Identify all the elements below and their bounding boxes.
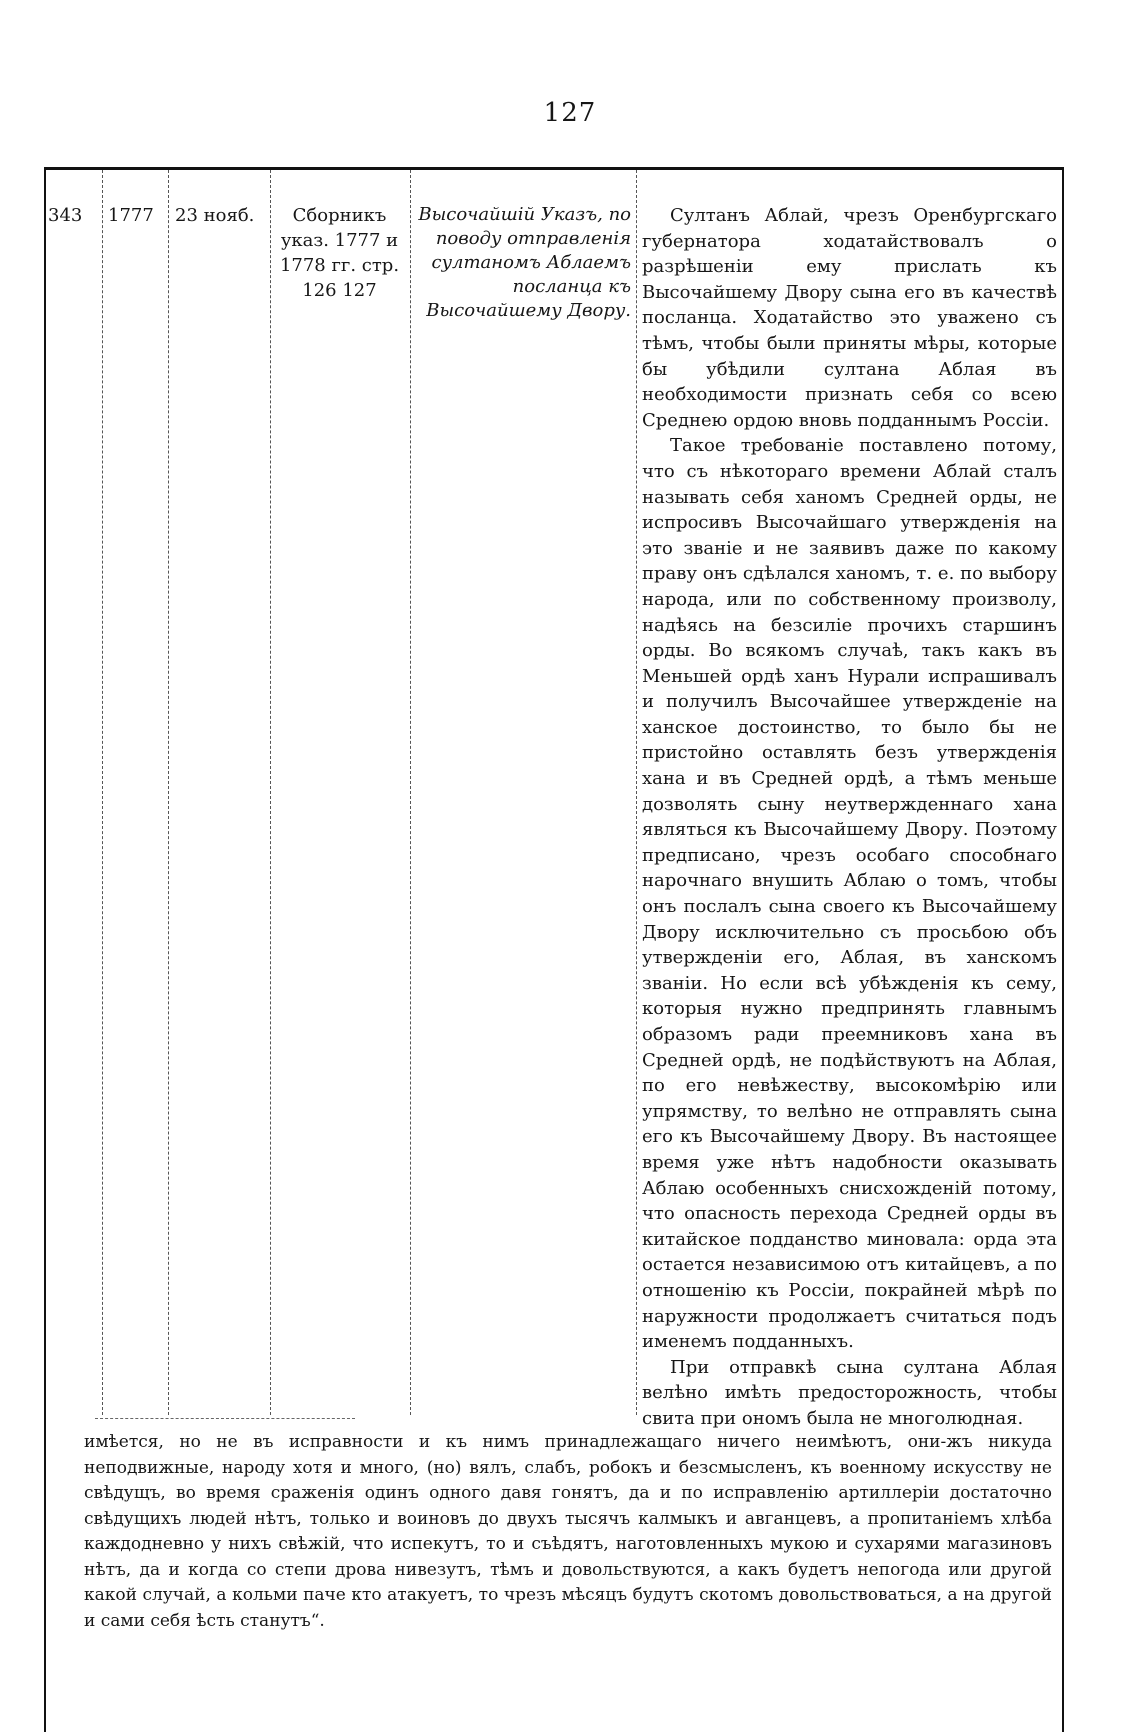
right-edge-rule — [1062, 167, 1064, 1732]
content-paragraph: Султанъ Аблай, чрезъ Оренбургскаго губернатора ходатайствовалъ о разрѣшеніи ему прислать къ Высочайшему Двору сына его въ качествѣ посланца. Ходатайство это уважено съ тѣмъ, чтобы были приняты мѣры, которые бы убѣдили султана Аблая въ необходимости признать себя со всею Среднею ордою вновь подданнымъ Россіи. — [642, 205, 1057, 431]
footnote-separator — [95, 1418, 355, 1419]
column-divider — [270, 170, 271, 1415]
entry-content — [642, 203, 1057, 1432]
column-divider — [102, 170, 103, 1415]
column-divider — [636, 170, 637, 1415]
entry-number: 343 — [48, 205, 83, 226]
footnote: имѣется, но не въ исправности и къ нимъ принадлежащаго ничего неимѣютъ, они-жъ никуда неподвижные, народу хотя и много, (но) вялъ, слабъ, робокъ и безсмысленъ, къ военному искусству не свѣдущъ, во время сраженія одинъ одного давя гонятъ, да и по исправленію артиллеріи достаточно свѣдущихъ людей нѣтъ, только и воиновъ до двухъ тысячъ калмыкъ и авганцевъ, а пропитаніемъ хлѣба каждодневно у нихъ свѣжій, что испекутъ, то и съѣдятъ, наготовленныхъ мукою и сухарями магазиновъ нѣтъ, да и когда со степи дрова нивезутъ, тѣмъ и довольствуются, а какъ будетъ непогода или другой какой случай, а кольми паче кто атакуетъ, то чрезъ мѣсяцъ будутъ скотомъ довольствоваться, а на другой и сами себя ѣсть станутъ“. — [84, 1432, 1052, 1631]
entry-date: 23 нояб. — [175, 205, 255, 226]
content-paragraph: При отправкѣ сына султана Аблая велѣно имѣть предосторожность, чтобы свита при ономъ была не многолюдная. — [642, 1356, 1057, 1429]
column-divider — [168, 170, 169, 1415]
entry-title: Высочайшій Указъ, по поводу отправленія султаномъ Аблаемъ посланца къ Высочайшему Двору. — [418, 204, 631, 321]
left-edge-rule — [44, 167, 46, 1732]
page-number: 127 — [543, 98, 597, 128]
content-paragraph: Такое требованіе поставлено потому, что съ нѣкотораго времени Аблай сталъ называть себя ханомъ Средней орды, не испросивъ Высочайшаго утвержденія на это званіе и не заявивъ даже по какому праву онъ сдѣлался ханомъ, т. е. по выбору народа, или по собственному произволу, надѣясь на безсиліе прочихъ старшинъ орды. Во всякомъ случаѣ, такъ какъ въ Меньшей ордѣ ханъ Нурали испрашивалъ и получилъ Высочайшее утвержденіе на ханское достоинство, то было бы не пристойно оставлять безъ утвержденія хана и въ Средней ордѣ, а тѣмъ меньше дозволять сыну неутвержденнаго хана являться къ Высочайшему Двору. Поэтому предписано, чрезъ особаго способнаго нарочнаго внушить Аблаю о томъ, чтобы онъ послалъ сына своего къ Высочайшему Двору исключительно съ просьбою объ утвержденіи его, Аблая, въ ханскомъ званіи. Но если всѣ убѣжденія къ сему, которыя нужно предпринять главнымъ образомъ ради преемниковъ хана въ Средней ордѣ, не подѣйствуютъ на Аблая, по его невѣжеству, высокомѣрію или упрямству, то велѣно не отправлять сына его къ Высочайшему Двору. Въ настоящее время уже нѣтъ надобности оказывать Аблаю особенныхъ снисхожденій потому, что опасность перехода Средней орды въ китайское подданство миновала: орда эта остается независимою отъ китайцевъ, а по отношенію къ Россіи, покрайней мѣрѣ по наружности продолжаетъ считаться подъ именемъ подданныхъ. — [642, 435, 1057, 1353]
column-divider — [410, 170, 411, 1415]
entry-source: Сборникъ указ. 1777 и 1778 гг. стр. 126 127 — [279, 205, 400, 301]
top-rule — [44, 167, 1064, 170]
entry-year: 1777 — [108, 205, 154, 226]
